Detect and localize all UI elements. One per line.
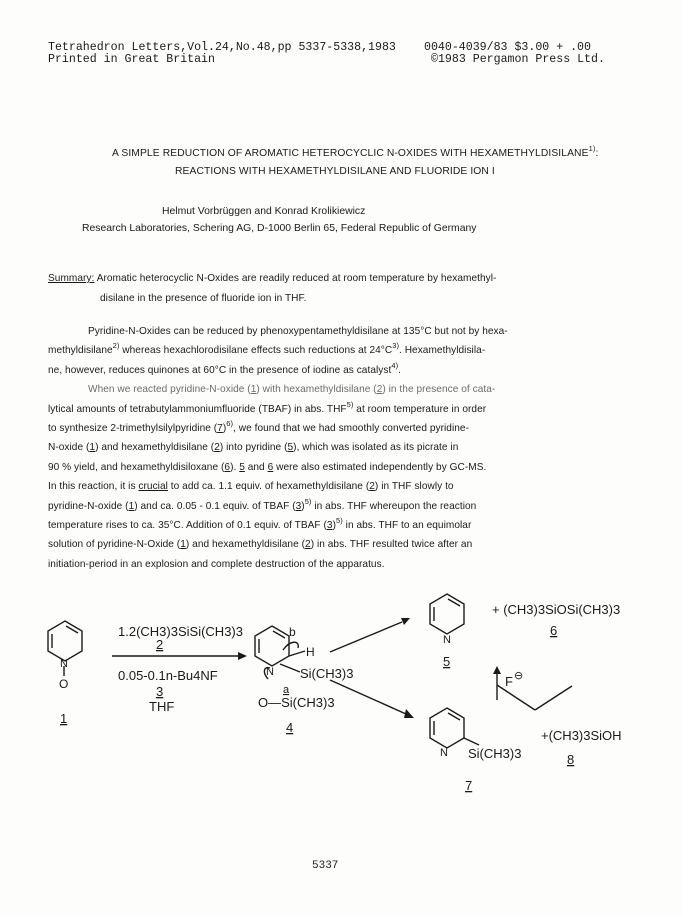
text-line: solution of pyridine-N-Oxide (1) and hexamethyldisilane (2) in abs. THF resulted twice after an [48,539,473,551]
siloxane-product: + (CH3)3SiOSi(CH3)3 [492,602,621,617]
text-line: In this reaction, it is crucial to add ca. 1.1 equiv. of hexamethyldisilane (2) in THF slowly to [48,481,454,493]
catalyst-number: 3 [156,684,164,699]
compound-number-1: 1 [60,711,68,726]
text-line: initiation-period in an explosion and complete destruction of the apparatus. [48,558,385,570]
copyright: ©1983 Pergamon Press Ltd. [431,53,605,66]
text-line: When we reacted pyridine-N-oxide (1) with hexamethyldisilane (2) in the presence of cata- [88,384,496,396]
oxygen-atom: O [59,677,69,691]
label-a: a [283,684,290,696]
n-atom-7: N [440,747,448,759]
title-line-1: A SIMPLE REDUCTION OF AROMATIC HETEROCYCLIC N-OXIDES WITH HEXAMETHYLDISILANE$^{1)}$: [112,144,599,159]
silyl-group: Si(CH3)3 [300,666,354,681]
text-line: methyldisilane$^{2)}$ whereas hexachlorodisilane effects such reductions at $24^\circ C^{3)}$. Hexamethyldisila- [48,341,486,357]
title-line-2: REACTIONS WITH HEXAMETHYLDISILANE AND FLUORIDE ION I [175,166,495,177]
arrow-to-pyridine [330,622,402,652]
intermediate-ring [255,626,289,666]
solvent: THF [149,699,175,714]
compound-number-4: 4 [286,720,294,735]
siloxy-group: O—Si(CH3)3 [258,695,335,710]
reagent-number: 2 [156,637,164,652]
compound-number-8: 8 [567,752,575,767]
compound-number-5: 5 [443,654,451,669]
silanol-product: +(CH3)3SiOH [541,728,622,743]
page-number: 5337 [312,860,339,872]
text-line: pyridine-N-oxide (1) and ca. 0.05 - 0.1 equiv. of TBAF $(3)^{5)}$ in abs. THF whereupon the reaction [48,496,477,512]
text-line: N-oxide (1) and hexamethyldisilane (2) into pyridine (5), which was isolated as its picrate in [48,442,459,454]
label-h: H [306,645,315,659]
pyridine-n-oxide-ring [48,621,82,661]
tms-pyridine-ring [430,708,464,748]
electron-arrow-b [283,642,298,650]
n-atom-1: N [60,658,68,670]
text-line: temperature rises to ca. 35°C. Addition of 0.1 equiv. of TBAF $(3)^{5)}$ in abs. THF to an equimolar [48,516,472,532]
compound-number-6: 6 [550,623,558,638]
text-line: to synthesize 2-trimethylsilylpyridine $(7)^{6)}$, we found that we had smoothly converted pyridine- [48,419,470,435]
label-b: b [289,625,296,639]
text-line: lytical amounts of tetrabutylammoniumfluoride (TBAF) in abs. THF$^{5)}$ at room temperature in order [48,399,487,415]
affiliation: Research Laboratories, Schering AG, D-1000 Berlin 65, Federal Republic of Germany [82,223,477,234]
author-names: Helmut Vorbrüggen and Konrad Krolikiewicz [162,206,366,217]
text-line: ne, however, reduces quinones at 60°C in the presence of iodine as catalyst$^{4)}$. [48,360,401,376]
fluoride-ion: F [505,674,513,689]
compound-number-7: 7 [465,778,473,793]
pyridine-ring [430,594,464,634]
body-text [48,322,508,574]
journal-citation: Tetrahedron Letters,Vol.24,No.48,pp 5337-5338,1983 [48,41,396,54]
text-line: Pyridine-N-Oxides can be reduced by phenoxypentamethyldisilane at 135°C but not by hexa- [88,326,508,337]
reaction-scheme [0,580,683,810]
summary-line-1: Summary: Aromatic heterocyclic N-Oxides are readily reduced at room temperature by hexamethyl- [48,273,497,284]
text-line: 90 % yield, and hexamethyldisiloxane (6). 5 and 6 were also estimated independently by GC-MS. [48,461,487,473]
printed-location: Printed in Great Britain [48,53,215,66]
arrow-to-2-tms-pyridine [330,680,406,714]
n-atom-5: N [443,634,451,646]
summary-line-2: disilane in the presence of fluoride ion in THF. [100,293,307,304]
issn-price: 0040-4039/83 $3.00 + .00 [424,41,591,54]
reagent-tbaf: 0.05-0.1n-Bu4NF [118,668,218,683]
n-atom-4: N [266,666,274,678]
reagent-hexamethyldisilane: 1.2(CH3)3SiSi(CH3)3 [118,624,243,639]
tms-substituent: Si(CH3)3 [468,746,522,761]
negative-charge: ⊖ [514,670,524,682]
